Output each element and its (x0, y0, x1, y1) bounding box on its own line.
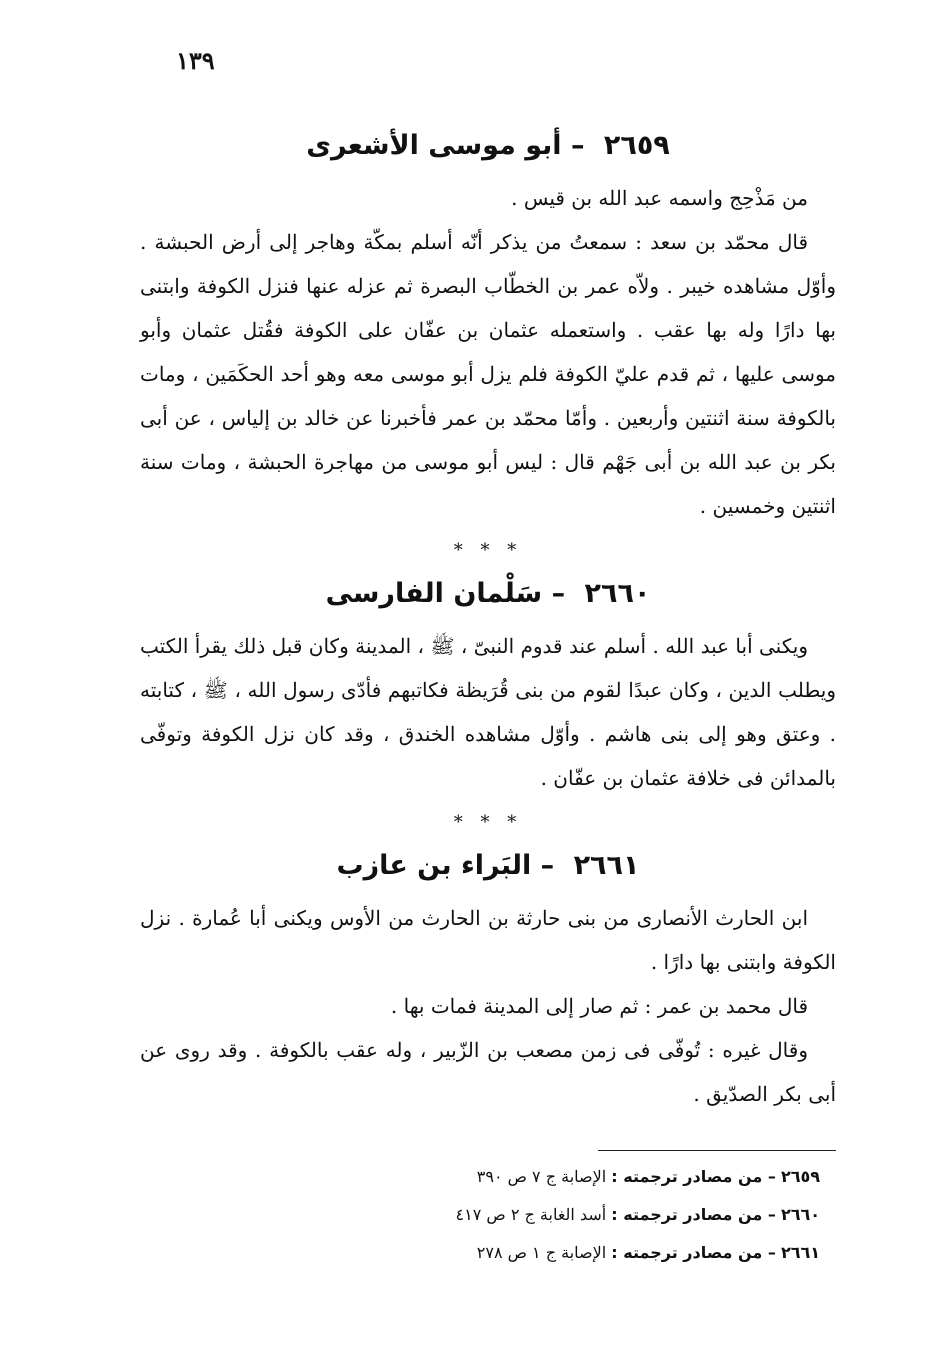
entry-paragraph: قال محمّد بن سعد : سمعتُ من يذكر أنّه أسلم بمكّة وهاجر إلى أرض الحبشة . وأوّل مشاهده خيبر . ولاّه عمر بن الخطّاب البصرة ثم عزله عنها فنزل الكوفة وابتنى بها دارًا وله بها عقب . واستعمله عثمان بن عفّان على الكوفة فقُتل عثمان وأبو موسى عليها ، ثم قدم عليّ الكوفة فلم يزل أبو موسى معه وهو أحد الحكَمَين ، ومات بالكوفة سنة اثنتين وأربعين . وأمّا محمّد بن عمر فأخبرنا عن خالد بن إلياس ، عن أبى بكر بن عبد الله بن أبى جَهْم قال : ليس أبو موسى من مهاجرة الحبشة ، ومات سنة اثنتين وخمسين . (140, 230, 836, 518)
entry-name: أبو موسى الأشعرى (306, 130, 562, 161)
entry-paragraph: ويكنى أبا عبد الله . أسلم عند قدوم النبىّ ، ﷺ ، المدينة وكان قبل ذلك يقرأ الكتب ويطلب الدين ، وكان عبدًا لقوم من بنى قُرَيظة فكاتبهم فأدّى رسول الله ، ﷺ ، كتابته . وعتق وهو إلى بنى هاشم . وأوّل مشاهده الخندق ، وقد كان نزل الكوفة وتوفّى بالمدائن فى خلافة عثمان بن عفّان . (140, 634, 836, 790)
entry-2660 (140, 574, 836, 800)
footnote-label: – من مصادر ترجمته : (611, 1205, 776, 1224)
footnote-source: الإصابة ج ٧ ص ٣٩٠ (476, 1167, 607, 1186)
entry-heading (140, 574, 836, 614)
entry-name: سَلْمان الفارسى (325, 578, 543, 609)
entry-dash: – (570, 130, 585, 161)
footnote (330, 1196, 820, 1234)
entry-number: ٢٦٦١ (573, 850, 640, 881)
footnote-number: ٢٦٥٩ (780, 1167, 820, 1186)
footnote-label: – من مصادر ترجمته : (611, 1243, 776, 1262)
entry-2661 (140, 846, 836, 1116)
footnotes (330, 1158, 820, 1272)
entry-paragraph: وقال غيره : تُوفّى فى زمن مصعب بن الزّبير ، وله عقب بالكوفة . وقد روى عن أبى بكر الصدّيق . (140, 1038, 836, 1106)
footnote-number: ٢٦٦١ (780, 1243, 820, 1262)
entry-2659 (140, 126, 836, 528)
entry-name: البَراء بن عازب (336, 850, 532, 881)
entry-dash: – (551, 578, 566, 609)
entry-dash: – (540, 850, 555, 881)
footnote (330, 1234, 820, 1272)
page-number: ١٣٩ (176, 46, 215, 75)
page-body (140, 126, 836, 1116)
footnote-divider (598, 1150, 836, 1151)
footnote-label: – من مصادر ترجمته : (611, 1167, 776, 1186)
entry-heading (140, 846, 836, 886)
section-separator: * * * (453, 540, 523, 561)
entry-paragraph: ابن الحارث الأنصارى من بنى حارثة بن الحارث من الأوس ويكنى أبا عُمارة . نزل الكوفة وابتنى بها دارًا . (140, 906, 836, 974)
entry-number: ٢٦٥٩ (603, 130, 670, 161)
footnote-source: الإصابة ج ١ ص ٢٧٨ (476, 1243, 607, 1262)
entry-paragraph: من مَذْحِج واسمه عبد الله بن قيس . (511, 186, 808, 210)
footnote (330, 1158, 820, 1196)
entry-paragraph: قال محمد بن عمر : ثم صار إلى المدينة فمات بها . (390, 994, 808, 1018)
entry-heading (140, 126, 836, 166)
footnote-number: ٢٦٦٠ (780, 1205, 820, 1224)
section-separator: * * * (453, 812, 523, 833)
entry-number: ٢٦٦٠ (584, 578, 651, 609)
footnote-source: أسد الغابة ج ٢ ص ٤١٧ (455, 1205, 607, 1224)
